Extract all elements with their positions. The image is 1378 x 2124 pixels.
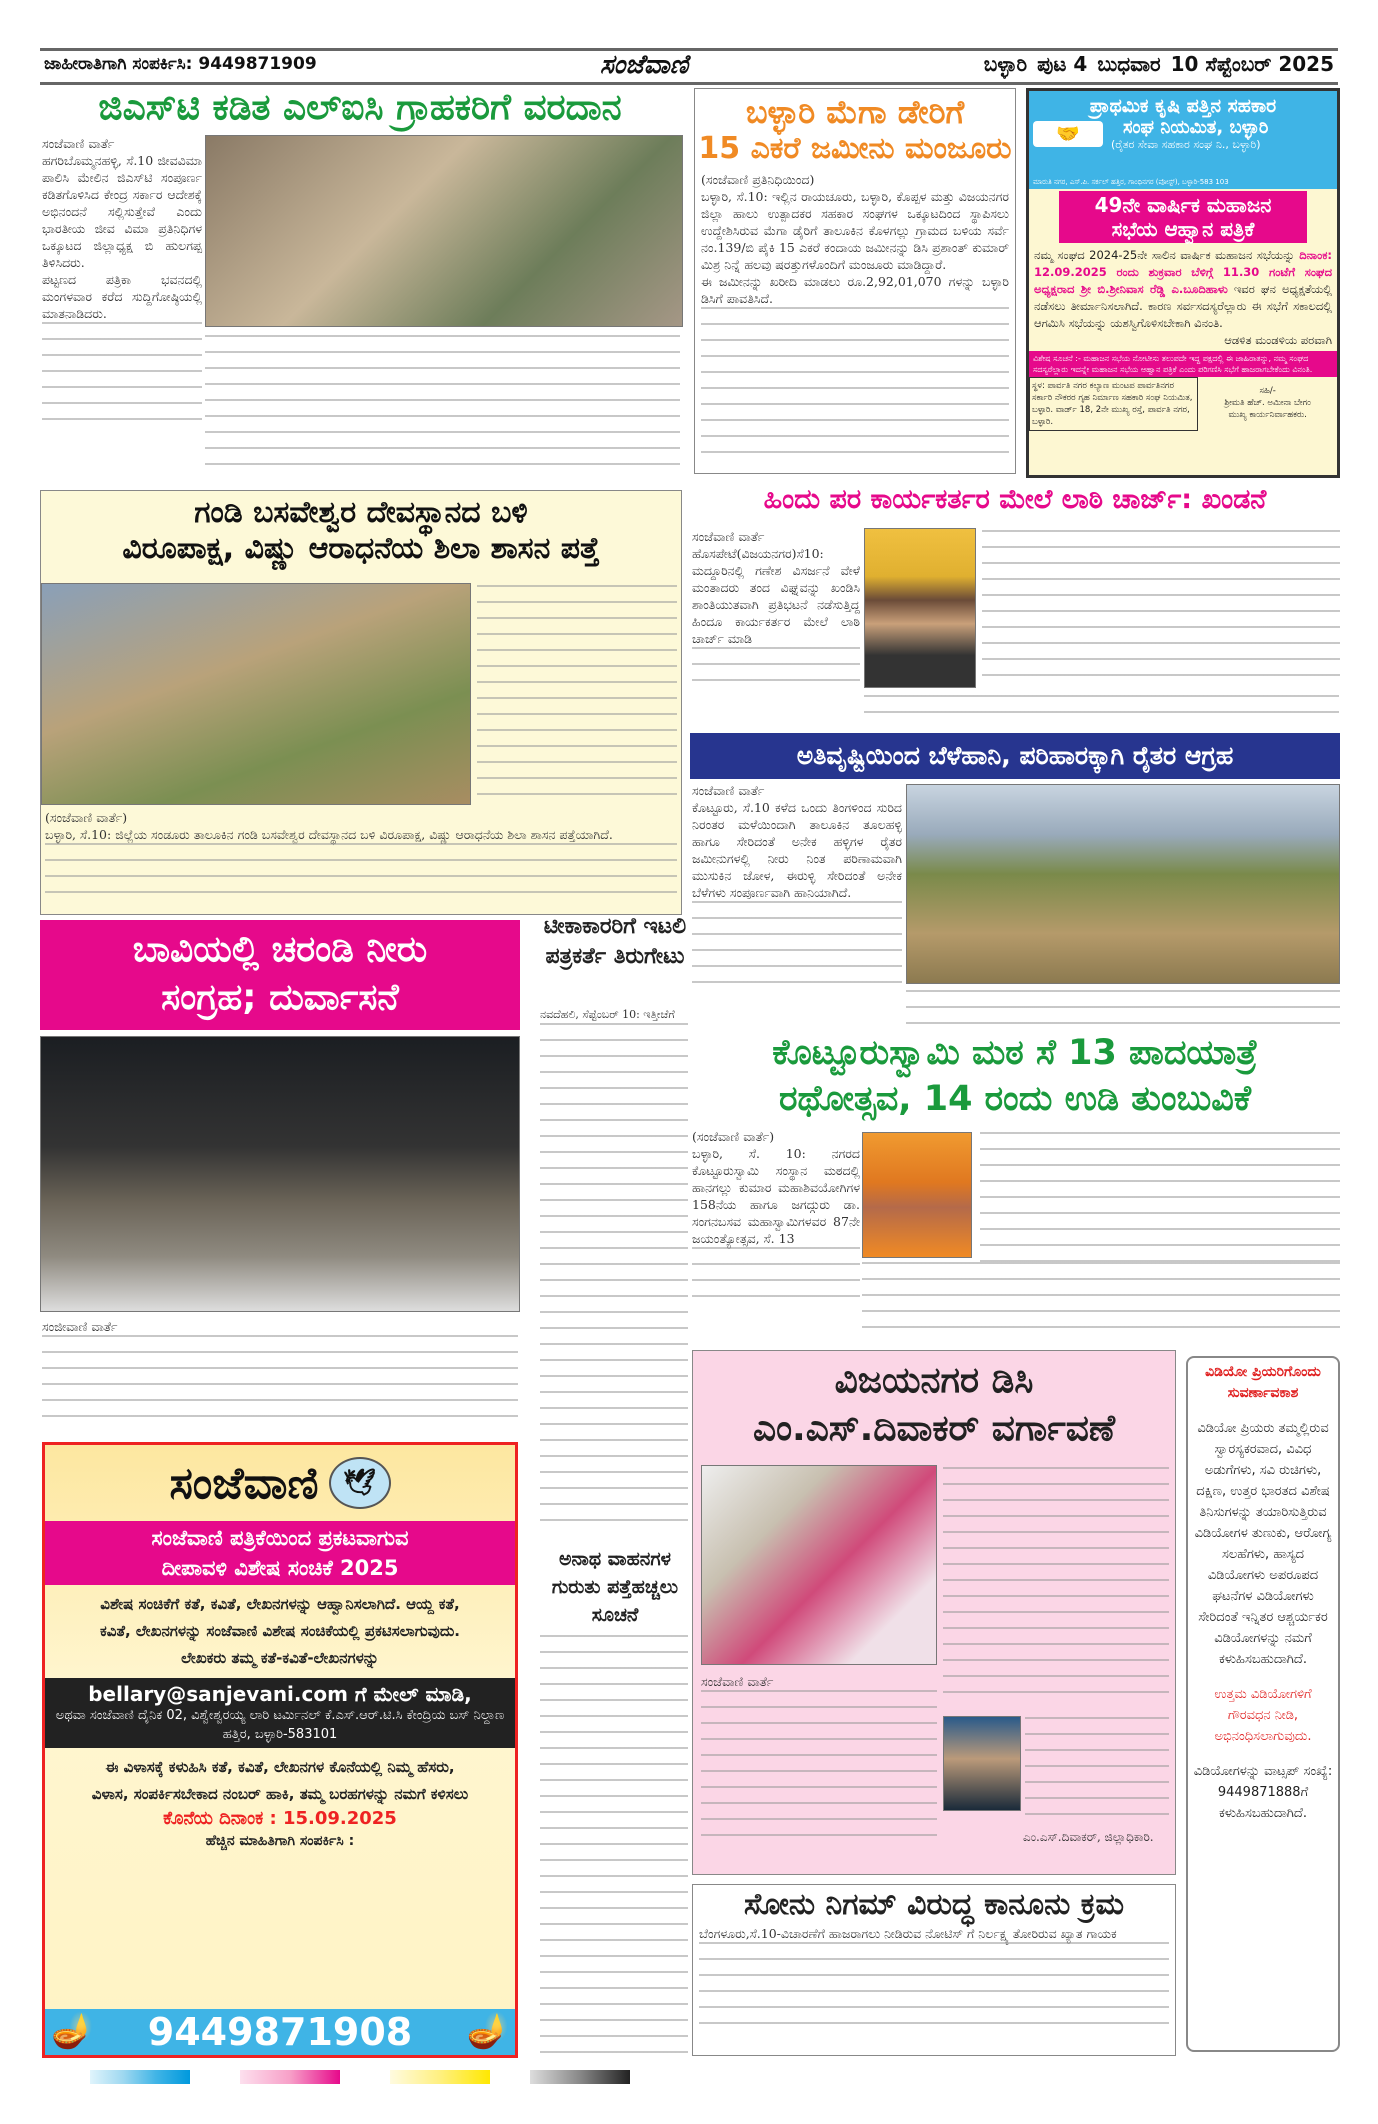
- signature: ಸಹಿ/-: [1259, 386, 1276, 396]
- venue: ಸ್ಥಳ: ಪಾರ್ವತಿ ನಗರ ಕಲ್ಯಾಣ ಮಂಟಪ ಪಾರ್ವತಿನಗರ ಸರ್ಕಾರಿ ನೌಕರರ ಗೃಹ ನಿರ್ಮಾಣ ಸಹಕಾರಿ ಸಂಘ ನಿಯಮಿತ, ಬಳ್ಳಾರಿ. ವಾರ್ಡ್ 18, 2ನೇ ಮುಖ್ಯ ರಸ್ತೆ, ಪಾರ್ವತಿ ನಗರ, ಬಳ್ಳಾರಿ.: [1029, 377, 1198, 431]
- yellow-color-bar: [390, 2070, 490, 2084]
- lathi-charge-headline: ಹಿಂದು ಪರ ಕಾರ್ಯಕರ್ತರ ಮೇಲೆ ಲಾಠಿ ಚಾರ್ಜ್: ಖಂಡನೆ: [763, 484, 1267, 515]
- ad-title-1: ಸಂಜೆವಾಣಿ ಪತ್ರಿಕೆಯಿಂದ ಪ್ರಕಟವಾಗುವ: [151, 1526, 409, 1550]
- diya-icon: 🪔: [51, 2011, 94, 2051]
- gst-article: [42, 135, 202, 422]
- kotturu-headline-2: ರಥೋತ್ಸವ, 14 ರಂದು ಉಡಿ ತುಂಬುವಿಕೆ: [778, 1079, 1251, 1119]
- agm-advertisement: [1026, 88, 1340, 478]
- paragraph: ಈ ಜಮೀನನ್ನು ಖರೀದಿ ಮಾಡಲು ರೂ.2,92,01,070 ಗಳನ್ನು ಬಳ್ಳಾರಿ ಡಿಸಿಗೆ ಪಾವತಿಸಿದೆ.: [701, 274, 1009, 307]
- swamiji-photo: [862, 1132, 972, 1258]
- lead: ಬಳ್ಳಾರಿ, ಸೆ. 10: ನಗರದ ಕೊಟ್ಟೂರುಸ್ವಾಮಿ ಸಂಸ್ಥಾನ ಮಠದಲ್ಲಿ ಹಾನಗಲ್ಲು ಕುಮಾರ ಮಹಾಶಿವಯೋಗಿಗಳ 158ನೆಯ ಹಾಗೂ ಜಗದ್ಗುರು ಡಾ. ಸಂಗನಬಸವ ಮಹಾಸ್ವಾಮಿಗಳವರ 87ನೇ ಜಯಂತ್ಯೋತ್ಸವ, ಸೆ. 13: [692, 1146, 860, 1246]
- italy-headline: ಟೀಕಾಕಾರರಿಗೆ ಇಟಲಿ ಪತ್ರಕರ್ತೆ ತಿರುಗೇಟು: [543, 914, 687, 969]
- agm-title-1: 49ನೇ ವಾರ್ಷಿಕ ಮಹಾಜನ: [1094, 193, 1272, 217]
- lead: ಕೊಟ್ಟೂರು, ಸೆ.10 ಕಳೆದ ಒಂದು ತಿಂಗಳಿಂದ ಸುರಿದ ನಿರಂತರ ಮಳೆಯಿಂದಾಗಿ ತಾಲೂಕಿನ ತೂಲಹಳ್ಳಿ ಹಾಗೂ ಸೇರಿದಂತೆ ಅನೇಕ ಹಳ್ಳಿಗಳ ರೈತರ ಜಮೀನುಗಳಲ್ಲಿ ನೀರು ನಿಂತ ಪರಿಣಾಮವಾಗಿ ಮುಸುಕಿನ ಜೋಳ, ಈರುಳ್ಳಿ ಸೇರಿದಂತೆ ಅನೇಕ ಬೆಳೆಗಳು ಸಂಪೂರ್ಣವಾಗಿ ಹಾನಿಯಾಗಿದೆ.: [692, 800, 902, 900]
- kotturu-headline-1: ಕೊಟ್ಟೂರುಸ್ವಾಮಿ ಮಠ ಸೆ 13 ಪಾದಯಾತ್ರೆ: [772, 1033, 1258, 1073]
- byline: ಸಂಜೆವಾಣಿ ವಾರ್ತೆ: [42, 136, 115, 151]
- newspaper-logo: ಸಂಜೆವಾಣಿ: [600, 50, 689, 80]
- dc-caption: ಎಂ.ಎಸ್.ದಿವಾಕರ್, ಜಿಲ್ಲಾಧಿಕಾರಿ.: [1023, 1830, 1154, 1844]
- lead: ಬಳ್ಳಾರಿ, ಸೆ.10: ಇಲ್ಲಿನ ರಾಯಚೂರು, ಬಳ್ಳಾರಿ, ಕೊಪ್ಪಳ ಮತ್ತು ವಿಜಯನಗರ ಜಿಲ್ಲಾ ಹಾಲು ಉತ್ಪಾದಕರ ಸಹಕಾರ ಸಂಘಗಳ ಒಕ್ಕೂಟದಿಂದ ಸ್ಥಾಪಿಸಲು ಉದ್ದೇಶಿಸಿರುವ ಮೆಗಾ ಡೈರಿಗೆ ತಾಲೂಕಿನ ಕೊಳಗಲ್ಲು ಗ್ರಾಮದ ಬಳಿಯ ಸರ್ವೆ ನಂ.139/ಬಿ ಪೈಕಿ 15 ಎಕರೆ ಕಂದಾಯ ಜಮೀನನ್ನು ಡಿಸಿ ಪ್ರಶಾಂತ್ ಕುಮಾರ್ ಮಿಶ್ರ ನಿನ್ನೆ ಹಲವು ಷರತ್ತುಗಳೊಂದಿಗೆ ಮಂಜೂರು ಮಾಡಿದ್ದಾರೆ.: [701, 189, 1009, 273]
- ad-title-2: ದೀಪಾವಳಿ ವಿಶೇಷ ಸಂಚಿಕೆ 2025: [161, 1556, 399, 1580]
- byline: (ಸಂಜೆವಾಣಿ ವಾರ್ತೆ): [692, 1129, 775, 1144]
- lathi-charge-article: [692, 528, 860, 687]
- well-headline: [40, 920, 520, 1030]
- postal-address: ಅಥವಾ ಸಂಜೆವಾಣಿ ದೈನಿಕ 02, ವಿಶ್ವೇಶ್ವರಯ್ಯ ಲಾರಿ ಟರ್ಮಿನಲ್ ಕೆ.ಎಸ್.ಆರ್.ಟಿ.ಸಿ ಕೇಂದ್ರಿಯ ಬಸ್ ನಿಲ್ದಾಣ ಹತ್ತಿರ, ಬಳ್ಳಾರಿ-583101: [55, 1708, 505, 1742]
- ad-body-1: ವಿಶೇಷ ಸಂಚಿಕೆಗೆ ಕತೆ, ಕವಿತೆ, ಲೇಖನಗಳನ್ನು ಆಹ್ವಾನಿಸಲಾಗಿದೆ. ಆಯ್ದ ಕತೆ, ಕವಿತೆ, ಲೇಖನಗಳನ್ನು ಸಂಜೆವಾಣಿ ವಿಶೇಷ ಸಂಚಿಕೆಯಲ್ಲಿ ಪ್ರಕಟಿಸಲಾಗುವುದು. ಲೇಖಕರು ತಮ್ಮ ಕತೆ-ಕವಿತೆ-ಲೇಖನಗಳನ್ನು: [100, 1595, 460, 1667]
- ad-body-2: ಈ ವಿಳಾಸಕ್ಕೆ ಕಳುಹಿಸಿ ಕತೆ, ಕವಿತೆ, ಲೇಖನಗಳ ಕೊನೆಯಲ್ಲಿ ನಿಮ್ಮ ಹೆಸರು, ವಿಳಾಸ, ಸಂಪರ್ಕಿಸಬೇಕಾದ ನಂಬರ್ ಹಾಕಿ, ತಮ್ಮ ಬರಹಗಳನ್ನು ನಮಗೆ ಕಳಿಸಲು: [91, 1758, 469, 1803]
- org-name-2: ಸಂಘ ನಿಯಮಿತ, ಬಳ್ಳಾರಿ: [1123, 117, 1269, 138]
- byline: ಸಂಜೆವಾಣಿ ವಾರ್ತೆ: [701, 1674, 774, 1689]
- vehicles-article: [540, 1635, 688, 2055]
- gst-press-photo: [205, 135, 683, 327]
- org-name-1: ಪ್ರಾಥಮಿಕ ಕೃಷಿ ಪತ್ತಿನ ಸಹಕಾರ: [1089, 95, 1277, 117]
- org-subtitle: (ರೈತರ ಸೇವಾ ಸಹಕಾರ ಸಂಘ ನಿ., ಬಳ್ಳಾರಿ): [1111, 138, 1261, 151]
- special-notice: ವಿಶೇಷ ಸೂಚನೆ :- ಮಹಾಜನ ಸಭೆಯ ನೋಟೀಸು ತಲುಪದೇ ಇದ್ದ ಪಕ್ಷದಲ್ಲಿ ಈ ಜಾಹಿರಾತನ್ನು, ನಮ್ಮ ಸಂಘದ ಸದಸ್ಯರೆಲ್ಲಾರು ಇದನ್ನೇ ಮಹಾಜನ ಸಭೆಯ ಆಹ್ವಾನ ಪತ್ರಿಕೆ ಎಂದು ಪರಿಗಣಿಸಿ ಸಭೆಗೆ ಹಾಜರಾಗಬೇಕೆಂದು ವಿನಂತಿ.: [1029, 351, 1337, 377]
- text-column: [980, 1132, 1340, 1262]
- text-column: [862, 1262, 1340, 1332]
- byline: ಸಂಜೀವಾಣಿ ವಾರ್ತೆ: [42, 1319, 118, 1334]
- sanjevani-logo: ಸಂಜೆವಾಣಿ: [169, 1457, 319, 1509]
- inscription-headline-1: ಗಂಡಿ ಬಸವೇಶ್ವರ ದೇವಸ್ಥಾನದ ಬಳಿ: [194, 495, 528, 530]
- video-contest-box: [1186, 1356, 1340, 2052]
- signatory: ಶ್ರೀಮತಿ ಹೆಚ್. ಅಮೀನಾ ಬೇಗಂ: [1224, 398, 1311, 408]
- sonu-nigam-article: [692, 1884, 1176, 2056]
- dairy-headline-2: 15 ಎಕರೆ ಜಮೀನು ಮಂಜೂರು: [698, 131, 1012, 167]
- phone-number: 9449871908: [45, 2009, 515, 2055]
- well-headline-2: ಸಂಗ್ರಹ; ದುರ್ವಾಸನೆ: [161, 977, 399, 1018]
- edition: ಬಳ್ಳಾರಿ: [983, 52, 1028, 76]
- lead: ಹಗರಿಬೊಮ್ಮನಹಳ್ಳಿ, ಸೆ.10 ಜೀವವಿಮಾ ಪಾಲಿಸಿ ಮೇಲಿನ ಜಿಎಸ್‌ಟಿ ಸಂಪೂರ್ಣ ಕಡಿತಗೊಳಿಸಿದ ಕೇಂದ್ರ ಸರ್ಕಾರ ಆದೇಶಕ್ಕೆ ಅಭಿನಂದನೆ ಸಲ್ಲಿಸುತ್ತೇವೆ ಎಂದು ಭಾರತೀಯ ಜೀವ ವಿಮಾ ಪ್ರತಿನಿಧಿಗಳ ಒಕ್ಕೂಟದ ಜಿಲ್ಲಾಧ್ಯಕ್ಷ ಬಿ ಹುಲಗಪ್ಪ ತಿಳಿಸಿದರು.: [42, 153, 202, 270]
- agm-title-2: ಸಭೆಯ ಆಹ್ವಾನ ಪತ್ರಿಕೆ: [1111, 217, 1255, 241]
- inscription-article: [40, 490, 682, 915]
- contact-label: ಹೆಚ್ಚಿನ ಮಾಹಿತಿಗಾಗಿ ಸಂಪರ್ಕಿಸಿ :: [205, 1833, 355, 1849]
- submission-address: [45, 1678, 515, 1748]
- caption-text: [906, 990, 1340, 1030]
- vehicles-headline: ಅನಾಥ ವಾಹನಗಳ ಗುರುತು ಪತ್ತೆಹಚ್ಚಲು ಸೂಚನೆ: [551, 1548, 679, 1626]
- video-body: ವಿಡಿಯೋ ಪ್ರಿಯರು ತಮ್ಮಲ್ಲಿರುವ ಸ್ವಾರಸ್ಯಕರವಾದ, ವಿವಿಧ ಅಡುಗೆಗಳು, ಸವಿ ರುಚಿಗಳು, ದಕ್ಷಿಣ, ಉತ್ತರ ಭಾರತದ ವಿಶೇಷ ತಿನಿಸುಗಳನ್ನು ತಯಾರಿಸುತ್ತಿರುವ ವಿಡಿಯೋಗಳ ತುಣುಕು, ಆರೋಗ್ಯ ಸಲಹೆಗಳು, ಹಾಸ್ಯದ ವಿಡಿಯೋಗಳು ಅಪರೂಪದ ಘಟನೆಗಳ ವಿಡಿಯೋಗಳು ಸೇರಿದಂತೆ ಇನ್ನಿತರ ಆಶ್ಚರ್ಯಕರ ವಿಡಿಯೋಗಳನ್ನು ನಮಗೆ ಕಳುಹಿಸಬಹುದಾಗಿದೆ.: [1194, 1421, 1332, 1667]
- gst-text-columns: [205, 335, 680, 475]
- board: ಆಡಳಿತ ಮಂಡಳಿಯ ಪರವಾಗಿ: [1224, 333, 1332, 347]
- kotturu-headline: [690, 1030, 1340, 1122]
- well-article: [42, 1318, 518, 1431]
- text-column: [864, 695, 1339, 725]
- dc-headline-1: ವಿಜಯನಗರ ಡಿಸಿ: [834, 1360, 1034, 1401]
- dc-transfer-article: [692, 1350, 1176, 1875]
- header-rule: [40, 82, 1338, 85]
- text-column: [1025, 1717, 1169, 1817]
- text-column: [943, 1467, 1169, 1707]
- designation: ಮುಖ್ಯ ಕಾರ್ಯನಿರ್ವಾಹಕರು.: [1228, 410, 1307, 420]
- lead: ಹೊಸಪೇಟೆ(ವಿಜಯನಗರ)ಸೆ10: ಮದ್ದೂರಿನಲ್ಲಿ ಗಣೇಶ ವಿಸರ್ಜನೆ ವೇಳೆ ಮಂತಾದರು ತಂದ ವಿಘ್ನವನ್ನು ಖಂಡಿಸಿ ಶಾಂತಿಯುತವಾಗಿ ಪ್ರತಿಭಟನೆ ನಡೆಸುತ್ತಿದ್ದ ಹಿಂದೂ ಕಾರ್ಯಕರ್ತರ ಮೇಲೆ ಲಾಠಿ ಚಾರ್ಜ್ ಮಾಡಿ: [692, 546, 860, 646]
- inscription-photo: [41, 583, 471, 805]
- dc-felicitation-photo: [701, 1465, 937, 1665]
- video-title: ವಿಡಿಯೋ ಪ್ರಿಯರಿಗೊಂದು ಸುವರ್ಣಾವಕಾಶ: [1205, 1364, 1321, 1401]
- ad-title: [45, 1521, 515, 1585]
- video-whatsapp: ವಿಡಿಯೋಗಳನ್ನು ವಾಟ್ಸಪ್ ಸಂಖ್ಯೆ: 9449871888ಗೆ ಕಳುಹಿಸಬಹುದಾಗಿದೆ.: [1193, 1764, 1333, 1821]
- agm-title: [1059, 191, 1307, 243]
- deepavali-special-ad: [42, 1442, 518, 2058]
- italy-article: [540, 1006, 688, 1528]
- sonu-headline: ಸೋನು ನಿಗಮ್ ವಿರುದ್ಧ ಕಾನೂನು ಕ್ರಮ: [743, 1887, 1125, 1922]
- crop-loss-headline: ಅತಿವೃಷ್ಟಿಯಿಂದ ಬೆಳೆಹಾನಿ, ಪರಿಹಾರಕ್ಕಾಗಿ ರೈತರ ಆಗ್ರಹ: [690, 733, 1340, 779]
- lead: ನವದೆಹಲಿ, ಸೆಪ್ಟೆಂಬರ್ 10: ಇತ್ತೀಚೆಗೆ: [540, 1008, 675, 1021]
- gst-headline: ಜಿಎಸ್‌ಟಿ ಕಡಿತ ಎಲ್‌ಐಸಿ ಗ್ರಾಹಕರಿಗೆ ವರದಾನ: [98, 87, 622, 128]
- agm-text: ನಮ್ಮ ಸಂಘದ 2024-25ನೇ ಸಾಲಿನ ವಾರ್ಷಿಕ ಮಹಾಜನ ಸಭೆಯನ್ನು: [1034, 248, 1300, 262]
- cyan-color-bar: [90, 2070, 190, 2084]
- dove-icon: 🕊: [329, 1457, 391, 1509]
- text-column: [982, 530, 1340, 690]
- dc-portrait: [943, 1716, 1021, 1811]
- agm-date-time: ದಿನಾಂಕ: 12.09.2025 ರಂದು ಶುಕ್ರವಾರ ಬೆಳಿಗ್ಗೆ 11.30 ಗಂಟೆಗೆ ಸಂಘದ ಅಧ್ಯಕ್ಷರಾದ ಶ್ರೀ ಬಿ.ಶ್ರೀನಿವಾಸ ರೆಡ್ಡಿ ಎ.ಬೂದಿಹಾಳು: [1034, 248, 1332, 296]
- inscription-headline-2: ವಿರೂಪಾಕ್ಷ, ವಿಷ್ಣು ಆರಾಧನೆಯ ಶಿಲಾ ಶಾಸನ ಪತ್ತೆ: [122, 531, 600, 566]
- kotturu-article: [692, 1128, 860, 1307]
- byline: ಸಂಜೆವಾಣಿ ವಾರ್ತೆ: [692, 783, 765, 798]
- magenta-color-bar: [240, 2070, 340, 2084]
- black-color-bar: [530, 2070, 630, 2084]
- issue-info: [984, 52, 1334, 76]
- weekday: ಬುಧವಾರ: [1097, 52, 1161, 76]
- well-photo: [40, 1036, 520, 1312]
- text-column: [477, 585, 677, 807]
- dc-headline: [693, 1357, 1175, 1453]
- lead: ಬೆಂಗಳೂರು,ಸೆ.10-ವಿಚಾರಣೆಗೆ ಹಾಜರಾಗಲು ನೀಡಿರುವ ನೋಟಿಸ್ ಗೆ ನಿರ್ಲಕ್ಷ್ಯ ತೋರಿರುವ ಖ್ಯಾತ ಗಾಯಕ: [699, 1926, 1117, 1941]
- ad-contact: ಜಾಹೀರಾತಿಗಾಗಿ ಸಂಪರ್ಕಿಸಿ: 9449871909: [44, 54, 317, 74]
- crop-loss-article: [692, 782, 902, 991]
- video-reward: ಉತ್ತಮ ವಿಡಿಯೋಗಳಿಗೆ ಗೌರವಧನ ನೀಡಿ, ಅಭಿನಂಧಿಸಲಾಗುವುದು.: [1214, 1687, 1312, 1744]
- top-rule: [40, 48, 1338, 51]
- page-number: ಪುಟ 4: [1037, 52, 1088, 76]
- lead: ಬಳ್ಳಾರಿ, ಸೆ.10: ಜಿಲ್ಲೆಯ ಸಂಡೂರು ತಾಲೂಕಿನ ಗಂಡಿ ಬಸವೇಶ್ವರ ದೇವಸ್ಥಾನದ ಬಳಿ ವಿರೂಪಾಕ್ಷ, ವಿಷ್ಣು ಆರಾಧನೆಯ ಶಿಲಾ ಶಾಸನ ಪತ್ತೆಯಾಗಿದೆ.: [45, 827, 613, 842]
- org-address: ಮಾರುತಿ ನಗರ, ಎಸ್.ಪಿ. ಸರ್ಕಲ್ ಹತ್ತಿರ, ಗಾಂಧಿನಗರ (ಪೋಸ್ಟ್), ಬಳ್ಳಾರಿ-583 103: [1033, 178, 1333, 187]
- email-link[interactable]: bellary@sanjevani.com ಗೆ ಮೇಲ್ ಮಾಡಿ,: [88, 1682, 472, 1706]
- farmers-field-photo: [906, 784, 1340, 984]
- agm-body: [1029, 245, 1337, 351]
- byline: (ಸಂಜೆವಾಣಿ ಪ್ರತಿನಿಧಿಯಿಂದ): [701, 172, 815, 188]
- deadline: ಕೊನೆಯ ದಿನಾಂಕ : 15.09.2025: [163, 1808, 397, 1829]
- byline: ಸಂಜೆವಾಣಿ ವಾರ್ತೆ: [692, 529, 765, 544]
- dc-headline-2: ಎಂ.ಎಸ್.ದಿವಾಕರ್ ವರ್ಗಾವಣೆ: [752, 1408, 1116, 1449]
- diya-icon: 🪔: [466, 2011, 509, 2051]
- dairy-headline-1: ಬಳ್ಳಾರಿ ಮೆಗಾ ಡೇರಿಗೆ: [745, 93, 965, 131]
- activist-portrait: [864, 528, 976, 688]
- well-headline-1: ಬಾವಿಯಲ್ಲಿ ಚರಂಡಿ ನೀರು: [132, 929, 428, 970]
- dairy-article: [694, 88, 1016, 474]
- issue-date: 10 ಸೆಪ್ಟೆಂಬರ್ 2025: [1170, 52, 1334, 76]
- paragraph: ಪಟ್ಟಣದ ಪತ್ರಿಕಾ ಭವನದಲ್ಲಿ ಮಂಗಳವಾರ ಕರೆದ ಸುದ್ದಿಗೋಷ್ಠಿಯಲ್ಲಿ ಮಾತನಾಡಿದರು.: [42, 272, 202, 321]
- agm-text-2: ಇವರ ಘನ ಅಧ್ಯಕ್ಷತೆಯಲ್ಲಿ ನಡೆಸಲು ತೀರ್ಮಾನಿಸಲಾಗಿದೆ. ಕಾರಣ ಸರ್ವಸದಸ್ಯರೆಲ್ಲಾರು ಈ ಸಭೆಗೆ ಸಕಾಲದಲ್ಲಿ ಆಗಮಿಸಿ ಸಭೆಯನ್ನು ಯಶಸ್ವಿಗೊಳಿಸಬೇಕಾಗಿ ವಿನಂತಿ.: [1034, 282, 1333, 330]
- byline: (ಸಂಜೆವಾಣಿ ವಾರ್ತೆ): [45, 810, 128, 825]
- handshake-icon: 🤝: [1033, 121, 1103, 147]
